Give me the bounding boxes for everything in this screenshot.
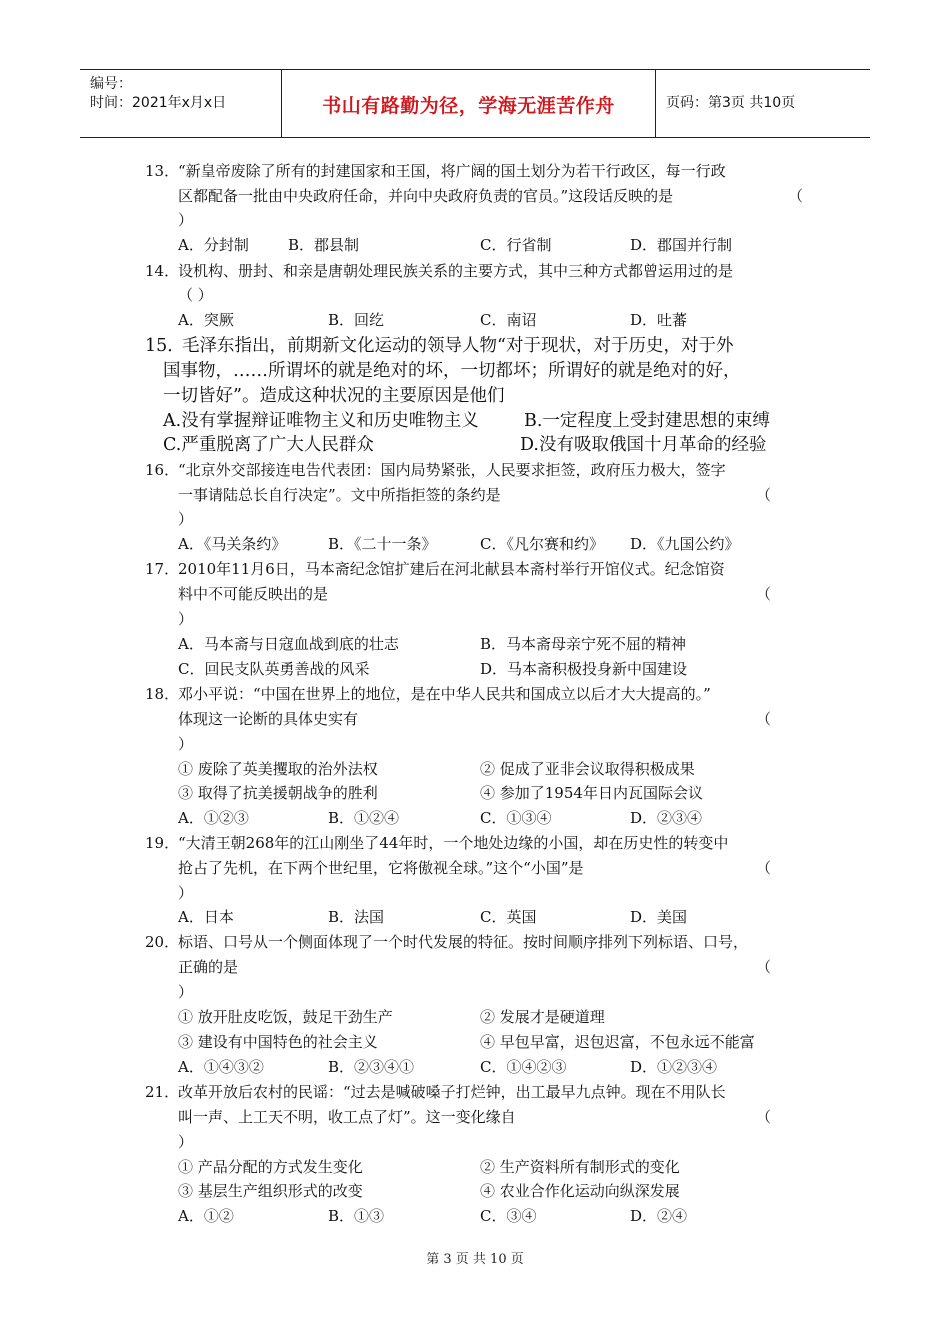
statement-3: ③ 基层生产组织形式的改变 (178, 1182, 363, 1200)
question-text: “新皇帝废除了所有的封建国家和王国，将广阔的国土划分为若干行政区，每一行政 (178, 162, 726, 180)
option-b: B．郡县制 (288, 236, 360, 254)
page-header (80, 69, 870, 138)
statement-4: ④ 参加了1954年日内瓦国际会议 (480, 784, 703, 802)
question-number: 18． (145, 685, 180, 703)
option-b: B．①②④ (328, 809, 400, 827)
answer-paren-close: ） (178, 884, 194, 902)
option-a: A．①②③ (178, 809, 249, 827)
question-number: 20． (145, 933, 180, 951)
statement-3: ③ 建设有中国特色的社会主义 (178, 1033, 378, 1051)
option-d: D．《九国公约》 (630, 535, 740, 553)
question-number: 14． (145, 262, 180, 280)
question-text: 正确的是 (178, 958, 239, 976)
date-label: 时间：2021年x月x日 (90, 95, 227, 111)
statement-1: ① 废除了英美攫取的治外法权 (178, 760, 378, 778)
question-number: 13． (145, 162, 180, 180)
question-text: 邓小平说：“中国在世界上的地位，是在中华人民共和国成立以后才大大提高的。” (178, 685, 711, 703)
answer-paren-open: （ (756, 859, 772, 877)
statement-2: ② 发展才是硬道理 (480, 1008, 605, 1026)
option-a: A．分封制 (178, 236, 249, 254)
page-label: 页码：第3页 共10页 (666, 95, 796, 111)
option-a: A．突厥 (178, 311, 234, 329)
header-page-cell (656, 70, 870, 137)
question-text: 国事物，……所谓坏的就是绝对的坏，一切都坏；所谓好的就是绝对的好， (163, 361, 741, 381)
option-c: C．南诏 (480, 311, 537, 329)
question-text: 叫一声、上工天不明，收工点了灯”。这一变化缘自 (178, 1108, 516, 1126)
question-text: 改革开放后农村的民谣：“过去是喊破嗓子打烂钟，出工最早九点钟。现在不用队长 (178, 1083, 726, 1101)
option-b: B．法国 (328, 908, 385, 926)
option-c: C．英国 (480, 908, 537, 926)
answer-paren-open: （ (756, 585, 772, 603)
option-c: C．①③④ (480, 809, 552, 827)
option-a: A．《马关条约》 (178, 535, 287, 553)
question-text: 毛泽东指出，前期新文化运动的领导人物“对于现状，对于历史，对于外 (182, 336, 734, 356)
number-label: 编号： (90, 76, 132, 92)
answer-paren-close: ） (178, 610, 194, 628)
option-d: D.没有吸取俄国十月革命的经验 (520, 435, 767, 455)
header-motto-cell (282, 70, 656, 137)
statement-1: ① 放开肚皮吃饭，鼓足干劲生产 (178, 1008, 393, 1026)
question-text: 一切皆好”。造成这种状况的主要原因是他们 (163, 386, 505, 406)
option-b: B．①③ (328, 1207, 385, 1225)
statement-1: ① 产品分配的方式发生变化 (178, 1158, 363, 1176)
option-a: A.没有掌握辩证唯物主义和历史唯物主义 (163, 411, 479, 431)
option-d: D．美国 (630, 908, 688, 926)
option-b: B．②③④① (328, 1058, 415, 1076)
option-c: C．①④②③ (480, 1058, 567, 1076)
answer-paren-open: （ (756, 958, 772, 976)
statement-3: ③ 取得了抗美援朝战争的胜利 (178, 784, 378, 802)
option-a: A．日本 (178, 908, 234, 926)
option-b: B．《二十一条》 (328, 535, 437, 553)
question-text: 抢占了先机，在下两个世纪里，它将傲视全球。”这个“小国”是 (178, 859, 584, 877)
answer-paren-close: ） (178, 510, 194, 528)
answer-paren-close: ） (178, 735, 194, 753)
statement-2: ② 生产资料所有制形式的变化 (480, 1158, 680, 1176)
option-c: C．回民支队英勇善战的风采 (178, 660, 370, 678)
option-b: B．回纥 (328, 311, 385, 329)
statement-4: ④ 早包早富，迟包迟富，不包永远不能富 (480, 1033, 755, 1051)
header-meta-cell (80, 70, 282, 137)
statement-4: ④ 农业合作化运动向纵深发展 (480, 1182, 680, 1200)
option-a: A．①② (178, 1207, 234, 1225)
page-footer: 第 3 页 共 10 页 (426, 1252, 524, 1267)
question-text: 体现这一论断的具体史实有 (178, 710, 359, 728)
statement-2: ② 促成了亚非会议取得积极成果 (480, 760, 695, 778)
answer-paren-open: （ (756, 710, 772, 728)
question-number: 15． (145, 336, 185, 356)
question-number: 19． (145, 834, 180, 852)
answer-paren: （ ） (178, 286, 213, 304)
option-d: D．①②③④ (630, 1058, 718, 1076)
question-text: “北京外交部接连电告代表团：国内局势紧张，人民要求拒签，政府压力极大，签字 (178, 461, 726, 479)
option-b: B.一定程度上受封建思想的束缚 (524, 411, 770, 431)
answer-paren-close: ） (178, 983, 194, 1001)
option-a: A．①④③② (178, 1058, 264, 1076)
option-c: C．③④ (480, 1207, 537, 1225)
option-d: D．②③④ (630, 809, 703, 827)
question-text: 标语、口号从一个侧面体现了一个时代发展的特征。按时间顺序排列下列标语、口号， (178, 933, 749, 951)
option-d: D．郡国并行制 (630, 236, 733, 254)
answer-paren-close: ） (178, 1133, 194, 1151)
question-number: 16． (145, 461, 180, 479)
question-number: 17． (145, 560, 180, 578)
option-d: D．②④ (630, 1207, 688, 1225)
question-text: 料中不可能反映出的是 (178, 585, 329, 603)
option-c: C．行省制 (480, 236, 552, 254)
option-b: B．马本斋母亲宁死不屈的精神 (480, 635, 687, 653)
motto: 书山有路勤为径，学海无涯苦作舟 (322, 95, 615, 117)
option-d: D．吐蕃 (630, 311, 688, 329)
answer-paren-open: （ (756, 486, 772, 504)
option-c: C．《凡尔赛和约》 (480, 535, 604, 553)
option-d: D．马本斋积极投身新中国建设 (480, 660, 688, 678)
question-text: 区都配备一批由中央政府任命，并向中央政府负责的官员。”这段话反映的是 (178, 187, 674, 205)
answer-paren-open: （ (788, 187, 804, 205)
question-text: 设机构、册封、和亲是唐朝处理民族关系的主要方式，其中三种方式都曾运用过的是 (178, 262, 734, 280)
question-text: “大清王朝268年的江山刚坐了44年时，一个地处边缘的小国，却在历史性的转变中 (178, 834, 729, 852)
question-text: 2010年11月6日，马本斋纪念馆扩建后在河北献县本斋村举行开馆仪式。纪念馆资 (178, 560, 725, 578)
option-a: A．马本斋与日寇血战到底的壮志 (178, 635, 399, 653)
answer-paren-close: ） (178, 211, 194, 229)
question-number: 21． (145, 1083, 180, 1101)
option-c: C.严重脱离了广大人民群众 (163, 435, 374, 455)
question-text: 一事请陆总长自行决定”。文中所指拒签的条约是 (178, 486, 501, 504)
answer-paren-open: （ (756, 1108, 772, 1126)
